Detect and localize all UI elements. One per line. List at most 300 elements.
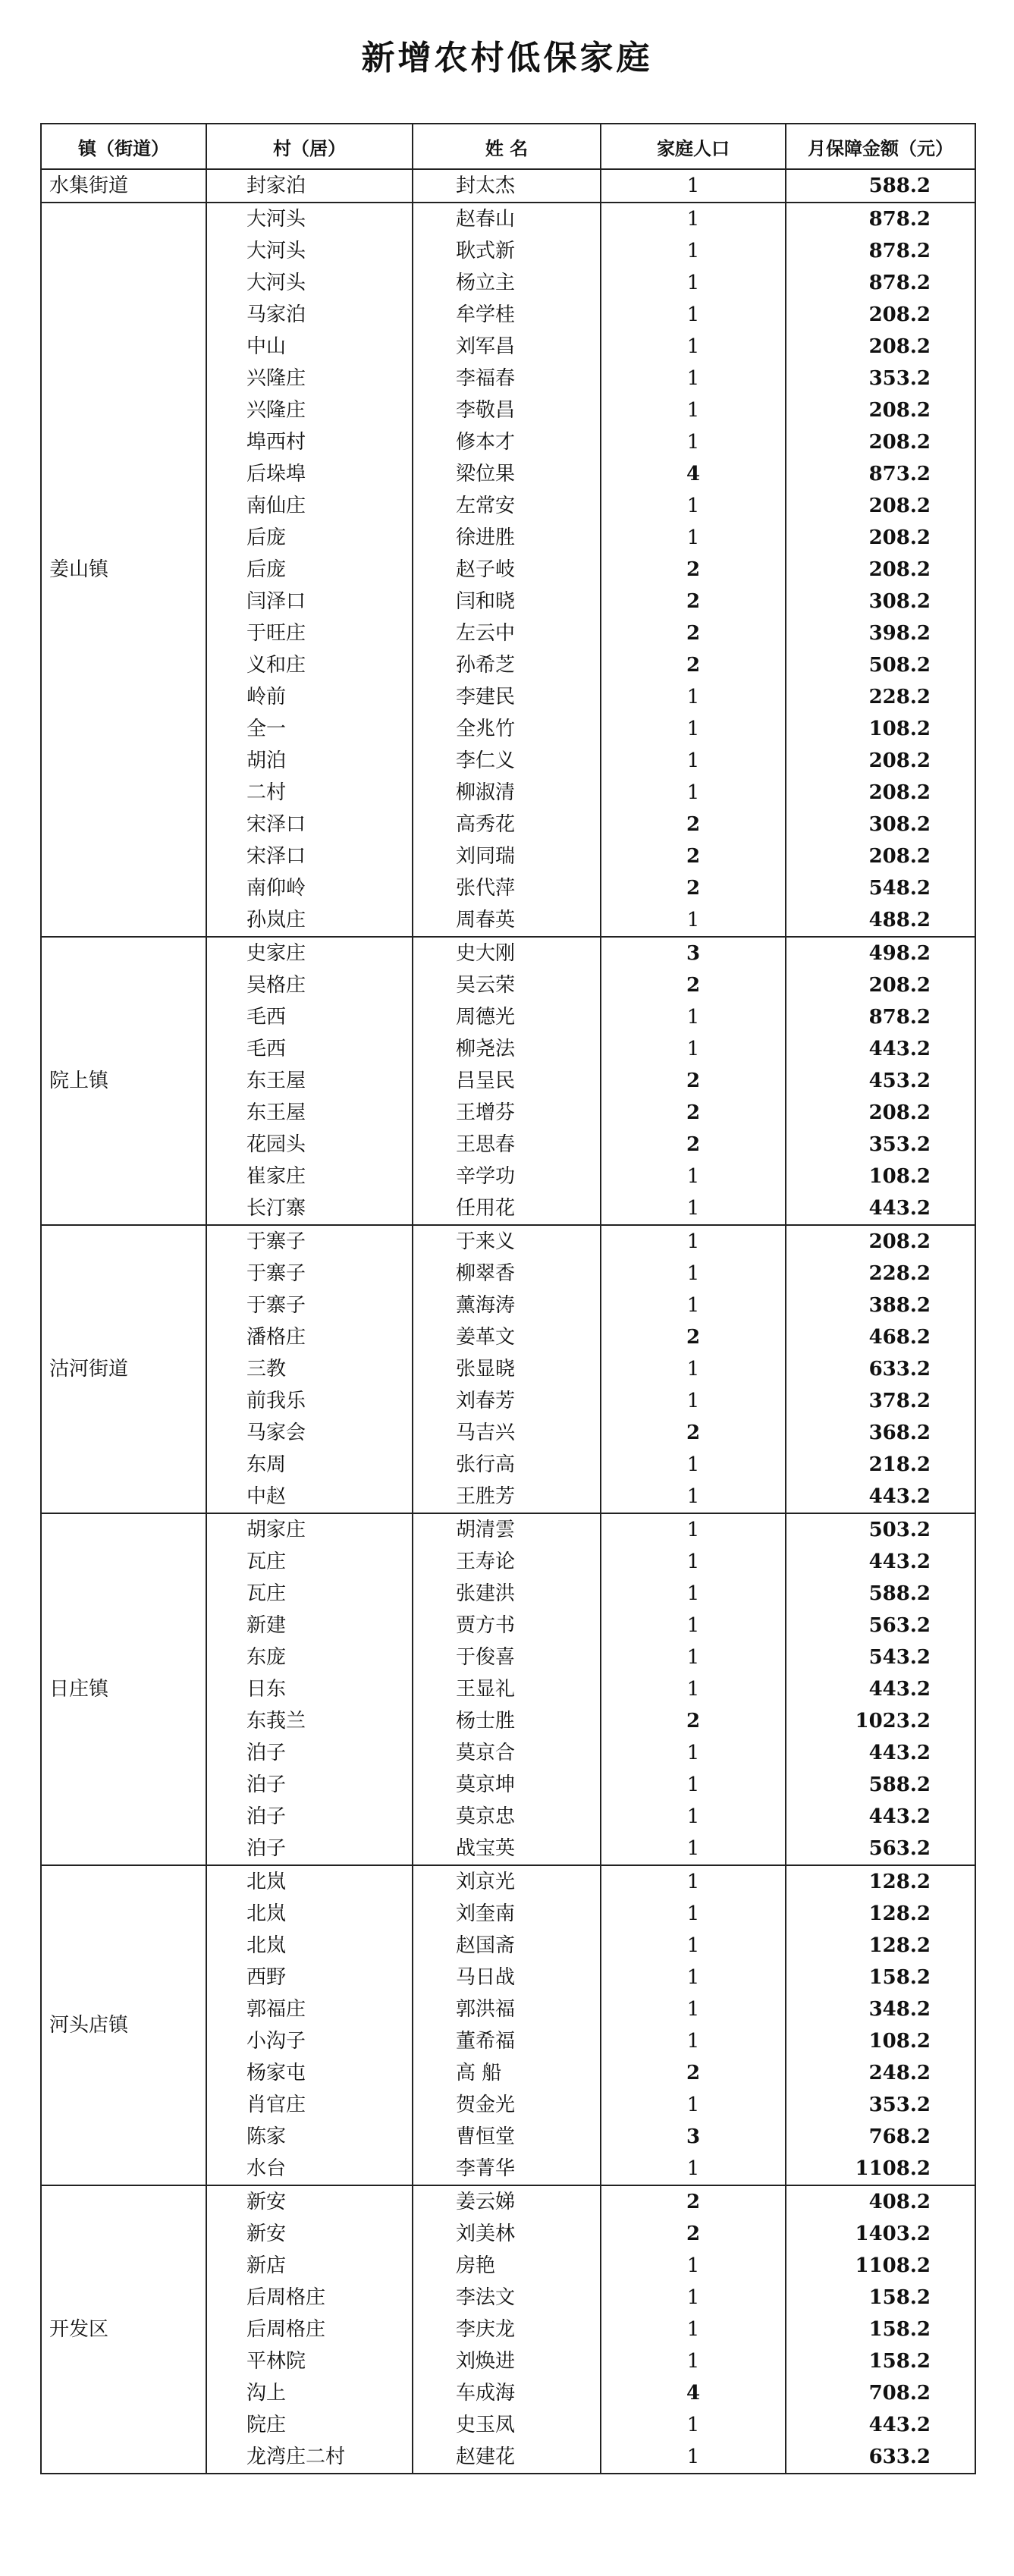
village-cell: 大河头 [206, 235, 413, 267]
population-cell: 1 [601, 426, 786, 458]
name-cell: 杨立主 [413, 267, 601, 299]
name-cell: 左云中 [413, 617, 601, 649]
population-cell: 1 [601, 1769, 786, 1801]
population-cell: 1 [601, 1001, 786, 1033]
village-cell: 三教 [206, 1353, 413, 1385]
table-row [41, 203, 975, 235]
population-cell: 1 [601, 1641, 786, 1673]
village-cell: 平林院 [206, 2345, 413, 2377]
name-cell: 柳尧法 [413, 1033, 601, 1065]
village-cell: 胡泊 [206, 745, 413, 777]
population-cell: 2 [601, 1321, 786, 1353]
name-cell: 车成海 [413, 2377, 601, 2409]
population-cell: 1 [601, 1962, 786, 1993]
population-cell: 3 [601, 937, 786, 969]
name-cell: 贺金光 [413, 2089, 601, 2121]
village-cell: 马家会 [206, 1417, 413, 1449]
population-cell: 1 [601, 1192, 786, 1225]
population-cell: 1 [601, 2153, 786, 2185]
village-cell: 兴隆庄 [206, 394, 413, 426]
population-cell: 1 [601, 1258, 786, 1290]
amount-cell: 878.2 [786, 267, 975, 299]
population-cell: 2 [601, 2218, 786, 2250]
amount-cell: 378.2 [786, 1385, 975, 1417]
name-cell: 姜革文 [413, 1321, 601, 1353]
amount-cell: 208.2 [786, 1225, 975, 1258]
village-cell: 龙湾庄二村 [206, 2441, 413, 2474]
amount-cell: 1403.2 [786, 2218, 975, 2250]
village-cell: 新店 [206, 2250, 413, 2282]
population-cell: 1 [601, 681, 786, 713]
amount-cell: 348.2 [786, 1993, 975, 2025]
amount-cell: 208.2 [786, 331, 975, 363]
name-cell: 刘同瑞 [413, 840, 601, 872]
village-cell: 瓦庄 [206, 1578, 413, 1610]
amount-cell: 508.2 [786, 649, 975, 681]
amount-cell: 158.2 [786, 1962, 975, 1993]
village-cell: 后垛埠 [206, 458, 413, 490]
village-cell: 小沟子 [206, 2025, 413, 2057]
header-population: 家庭人口 [601, 124, 786, 169]
population-cell: 1 [601, 299, 786, 331]
amount-cell: 388.2 [786, 1290, 975, 1321]
name-cell: 刘春芳 [413, 1385, 601, 1417]
amount-cell: 443.2 [786, 1673, 975, 1705]
amount-cell: 543.2 [786, 1641, 975, 1673]
amount-cell: 208.2 [786, 490, 975, 522]
name-cell: 闫和晓 [413, 586, 601, 617]
name-cell: 李菁华 [413, 2153, 601, 2185]
population-cell: 2 [601, 1097, 786, 1129]
population-cell: 2 [601, 554, 786, 586]
population-cell: 1 [601, 1481, 786, 1513]
name-cell: 郭洪福 [413, 1993, 601, 2025]
amount-cell: 368.2 [786, 1417, 975, 1449]
amount-cell: 158.2 [786, 2345, 975, 2377]
amount-cell: 308.2 [786, 586, 975, 617]
village-cell: 长汀寨 [206, 1192, 413, 1225]
name-cell: 张代萍 [413, 872, 601, 904]
amount-cell: 468.2 [786, 1321, 975, 1353]
name-cell: 胡清雲 [413, 1513, 601, 1546]
amount-cell: 398.2 [786, 617, 975, 649]
name-cell: 王增芬 [413, 1097, 601, 1129]
amount-cell: 218.2 [786, 1449, 975, 1481]
table-row [41, 1865, 975, 1898]
village-cell: 瓦庄 [206, 1546, 413, 1578]
amount-cell: 633.2 [786, 2441, 975, 2474]
name-cell: 全兆竹 [413, 713, 601, 745]
name-cell: 李建民 [413, 681, 601, 713]
population-cell: 1 [601, 2250, 786, 2282]
population-cell: 2 [601, 840, 786, 872]
table-row [41, 2185, 975, 2218]
table-row [41, 1225, 975, 1258]
village-cell: 史家庄 [206, 937, 413, 969]
population-cell: 2 [601, 1705, 786, 1737]
name-cell: 贾方书 [413, 1610, 601, 1641]
name-cell: 莫京坤 [413, 1769, 601, 1801]
amount-cell: 208.2 [786, 554, 975, 586]
village-cell: 后周格庄 [206, 2282, 413, 2314]
amount-cell: 353.2 [786, 363, 975, 394]
amount-cell: 878.2 [786, 203, 975, 235]
amount-cell: 1108.2 [786, 2250, 975, 2282]
population-cell: 2 [601, 617, 786, 649]
population-cell: 2 [601, 969, 786, 1001]
village-cell: 沟上 [206, 2377, 413, 2409]
header-amount: 月保障金额（元） [786, 124, 975, 169]
name-cell: 王显礼 [413, 1673, 601, 1705]
name-cell: 马日战 [413, 1962, 601, 1993]
town-cell: 开发区 [41, 2185, 206, 2474]
amount-cell: 228.2 [786, 681, 975, 713]
population-cell: 1 [601, 1673, 786, 1705]
village-cell: 于寨子 [206, 1225, 413, 1258]
amount-cell: 108.2 [786, 1161, 975, 1192]
village-cell: 中赵 [206, 1481, 413, 1513]
amount-cell: 588.2 [786, 169, 975, 203]
amount-cell: 158.2 [786, 2282, 975, 2314]
name-cell: 李敬昌 [413, 394, 601, 426]
village-cell: 二村 [206, 777, 413, 809]
name-cell: 牟学桂 [413, 299, 601, 331]
village-cell: 郭福庄 [206, 1993, 413, 2025]
population-cell: 3 [601, 2121, 786, 2153]
population-cell: 2 [601, 872, 786, 904]
table-row [41, 937, 975, 969]
amount-cell: 308.2 [786, 809, 975, 840]
population-cell: 1 [601, 1546, 786, 1578]
population-cell: 1 [601, 1513, 786, 1546]
population-cell: 4 [601, 458, 786, 490]
population-cell: 1 [601, 1930, 786, 1962]
village-cell: 东王屋 [206, 1097, 413, 1129]
town-cell: 姜山镇 [41, 203, 206, 937]
name-cell: 辛学功 [413, 1161, 601, 1192]
town-cell: 水集街道 [41, 169, 206, 203]
village-cell: 胡家庄 [206, 1513, 413, 1546]
header-village: 村（居） [206, 124, 413, 169]
amount-cell: 158.2 [786, 2314, 975, 2345]
village-cell: 后庞 [206, 522, 413, 554]
population-cell: 1 [601, 235, 786, 267]
village-cell: 日东 [206, 1673, 413, 1705]
amount-cell: 408.2 [786, 2185, 975, 2218]
population-cell: 1 [601, 1578, 786, 1610]
amount-cell: 768.2 [786, 2121, 975, 2153]
page-title: 新增农村低保家庭 [361, 39, 653, 77]
population-cell: 1 [601, 2025, 786, 2057]
population-cell: 1 [601, 1737, 786, 1769]
population-cell: 1 [601, 1610, 786, 1641]
amount-cell: 208.2 [786, 1097, 975, 1129]
village-cell: 院庄 [206, 2409, 413, 2441]
recipients-table [40, 123, 976, 2474]
name-cell: 董希福 [413, 2025, 601, 2057]
village-cell: 东周 [206, 1449, 413, 1481]
name-cell: 刘焕进 [413, 2345, 601, 2377]
name-cell: 房艳 [413, 2250, 601, 2282]
name-cell: 吴云荣 [413, 969, 601, 1001]
population-cell: 1 [601, 904, 786, 937]
population-cell: 1 [601, 1033, 786, 1065]
village-cell: 大河头 [206, 267, 413, 299]
population-cell: 2 [601, 1417, 786, 1449]
village-cell: 于旺庄 [206, 617, 413, 649]
town-cell: 日庄镇 [41, 1513, 206, 1865]
amount-cell: 1108.2 [786, 2153, 975, 2185]
population-cell: 1 [601, 1801, 786, 1833]
amount-cell: 208.2 [786, 777, 975, 809]
name-cell: 修本才 [413, 426, 601, 458]
population-cell: 1 [601, 745, 786, 777]
name-cell: 战宝英 [413, 1833, 601, 1865]
name-cell: 柳翠香 [413, 1258, 601, 1290]
header-name: 姓 名 [413, 124, 601, 169]
amount-cell: 633.2 [786, 1353, 975, 1385]
amount-cell: 208.2 [786, 969, 975, 1001]
amount-cell: 1023.2 [786, 1705, 975, 1737]
amount-cell: 548.2 [786, 872, 975, 904]
village-cell: 崔家庄 [206, 1161, 413, 1192]
village-cell: 花园头 [206, 1129, 413, 1161]
amount-cell: 453.2 [786, 1065, 975, 1097]
village-cell: 东王屋 [206, 1065, 413, 1097]
population-cell: 2 [601, 649, 786, 681]
name-cell: 李庆龙 [413, 2314, 601, 2345]
village-cell: 泊子 [206, 1737, 413, 1769]
amount-cell: 443.2 [786, 1801, 975, 1833]
village-cell: 西野 [206, 1962, 413, 1993]
village-cell: 宋泽口 [206, 840, 413, 872]
name-cell: 封太杰 [413, 169, 601, 203]
name-cell: 史玉凤 [413, 2409, 601, 2441]
village-cell: 后周格庄 [206, 2314, 413, 2345]
amount-cell: 128.2 [786, 1898, 975, 1930]
population-cell: 2 [601, 2057, 786, 2089]
amount-cell: 208.2 [786, 299, 975, 331]
village-cell: 兴隆庄 [206, 363, 413, 394]
name-cell: 刘军昌 [413, 331, 601, 363]
village-cell: 于寨子 [206, 1290, 413, 1321]
population-cell: 1 [601, 1290, 786, 1321]
population-cell: 2 [601, 1065, 786, 1097]
amount-cell: 708.2 [786, 2377, 975, 2409]
name-cell: 高 船 [413, 2057, 601, 2089]
amount-cell: 488.2 [786, 904, 975, 937]
amount-cell: 108.2 [786, 2025, 975, 2057]
population-cell: 1 [601, 777, 786, 809]
village-cell: 陈家 [206, 2121, 413, 2153]
name-cell: 莫京忠 [413, 1801, 601, 1833]
amount-cell: 503.2 [786, 1513, 975, 1546]
name-cell: 柳淑清 [413, 777, 601, 809]
name-cell: 张行高 [413, 1449, 601, 1481]
name-cell: 李福春 [413, 363, 601, 394]
village-cell: 南仰岭 [206, 872, 413, 904]
name-cell: 赵国斋 [413, 1930, 601, 1962]
amount-cell: 878.2 [786, 235, 975, 267]
population-cell: 2 [601, 2185, 786, 2218]
population-cell: 1 [601, 1225, 786, 1258]
name-cell: 姜云娣 [413, 2185, 601, 2218]
population-cell: 1 [601, 1898, 786, 1930]
amount-cell: 228.2 [786, 1258, 975, 1290]
name-cell: 王思春 [413, 1129, 601, 1161]
population-cell: 1 [601, 2409, 786, 2441]
village-cell: 新建 [206, 1610, 413, 1641]
village-cell: 孙岚庄 [206, 904, 413, 937]
amount-cell: 208.2 [786, 745, 975, 777]
name-cell: 于来义 [413, 1225, 601, 1258]
town-cell: 院上镇 [41, 937, 206, 1225]
name-cell: 周春英 [413, 904, 601, 937]
town-cell: 河头店镇 [41, 1865, 206, 2185]
population-cell: 2 [601, 1129, 786, 1161]
village-cell: 马家泊 [206, 299, 413, 331]
name-cell: 任用花 [413, 1192, 601, 1225]
name-cell: 曹恒堂 [413, 2121, 601, 2153]
population-cell: 4 [601, 2377, 786, 2409]
amount-cell: 128.2 [786, 1865, 975, 1898]
population-cell: 2 [601, 809, 786, 840]
table-body [41, 169, 975, 2474]
village-cell: 埠西村 [206, 426, 413, 458]
amount-cell: 878.2 [786, 1001, 975, 1033]
population-cell: 1 [601, 713, 786, 745]
population-cell: 1 [601, 1993, 786, 2025]
population-cell: 1 [601, 1353, 786, 1385]
village-cell: 泊子 [206, 1833, 413, 1865]
amount-cell: 208.2 [786, 426, 975, 458]
village-cell: 泊子 [206, 1769, 413, 1801]
name-cell: 王胜芳 [413, 1481, 601, 1513]
village-cell: 新安 [206, 2218, 413, 2250]
name-cell: 刘美林 [413, 2218, 601, 2250]
village-cell: 中山 [206, 331, 413, 363]
population-cell: 1 [601, 1385, 786, 1417]
name-cell: 刘奎南 [413, 1898, 601, 1930]
name-cell: 于俊喜 [413, 1641, 601, 1673]
name-cell: 马吉兴 [413, 1417, 601, 1449]
village-cell: 后庞 [206, 554, 413, 586]
population-cell: 1 [601, 1865, 786, 1898]
village-cell: 封家泊 [206, 169, 413, 203]
name-cell: 孙希芝 [413, 649, 601, 681]
amount-cell: 873.2 [786, 458, 975, 490]
village-cell: 潘格庄 [206, 1321, 413, 1353]
population-cell: 1 [601, 2314, 786, 2345]
amount-cell: 443.2 [786, 2409, 975, 2441]
population-cell: 1 [601, 1161, 786, 1192]
amount-cell: 353.2 [786, 1129, 975, 1161]
population-cell: 1 [601, 2089, 786, 2121]
amount-cell: 443.2 [786, 1737, 975, 1769]
amount-cell: 208.2 [786, 840, 975, 872]
village-cell: 毛西 [206, 1001, 413, 1033]
population-cell: 1 [601, 522, 786, 554]
name-cell: 赵春山 [413, 203, 601, 235]
name-cell: 李法文 [413, 2282, 601, 2314]
population-cell: 1 [601, 2282, 786, 2314]
village-cell: 毛西 [206, 1033, 413, 1065]
population-cell: 1 [601, 363, 786, 394]
header-town: 镇（街道） [41, 124, 206, 169]
village-cell: 东庞 [206, 1641, 413, 1673]
amount-cell: 208.2 [786, 394, 975, 426]
population-cell: 1 [601, 169, 786, 203]
village-cell: 北岚 [206, 1930, 413, 1962]
name-cell: 徐进胜 [413, 522, 601, 554]
name-cell: 左常安 [413, 490, 601, 522]
amount-cell: 248.2 [786, 2057, 975, 2089]
village-cell: 北岚 [206, 1865, 413, 1898]
name-cell: 史大刚 [413, 937, 601, 969]
village-cell: 岭前 [206, 681, 413, 713]
name-cell: 周德光 [413, 1001, 601, 1033]
village-cell: 吴格庄 [206, 969, 413, 1001]
name-cell: 薰海涛 [413, 1290, 601, 1321]
name-cell: 赵子岐 [413, 554, 601, 586]
name-cell: 张显晓 [413, 1353, 601, 1385]
name-cell: 杨士胜 [413, 1705, 601, 1737]
population-cell: 1 [601, 203, 786, 235]
name-cell: 高秀花 [413, 809, 601, 840]
village-cell: 肖官庄 [206, 2089, 413, 2121]
population-cell: 1 [601, 394, 786, 426]
amount-cell: 353.2 [786, 2089, 975, 2121]
name-cell: 李仁义 [413, 745, 601, 777]
amount-cell: 563.2 [786, 1833, 975, 1865]
population-cell: 1 [601, 2345, 786, 2377]
village-cell: 全一 [206, 713, 413, 745]
village-cell: 大河头 [206, 203, 413, 235]
name-cell: 莫京合 [413, 1737, 601, 1769]
amount-cell: 443.2 [786, 1033, 975, 1065]
village-cell: 宋泽口 [206, 809, 413, 840]
village-cell: 北岚 [206, 1898, 413, 1930]
population-cell: 2 [601, 586, 786, 617]
table-header-row [41, 124, 975, 169]
village-cell: 水台 [206, 2153, 413, 2185]
population-cell: 1 [601, 267, 786, 299]
amount-cell: 563.2 [786, 1610, 975, 1641]
village-cell: 泊子 [206, 1801, 413, 1833]
village-cell: 义和庄 [206, 649, 413, 681]
village-cell: 新安 [206, 2185, 413, 2218]
amount-cell: 108.2 [786, 713, 975, 745]
population-cell: 1 [601, 1449, 786, 1481]
amount-cell: 498.2 [786, 937, 975, 969]
name-cell: 张建洪 [413, 1578, 601, 1610]
name-cell: 吕呈民 [413, 1065, 601, 1097]
name-cell: 王寿论 [413, 1546, 601, 1578]
name-cell: 赵建花 [413, 2441, 601, 2474]
town-cell: 沽河街道 [41, 1225, 206, 1513]
amount-cell: 443.2 [786, 1481, 975, 1513]
amount-cell: 443.2 [786, 1546, 975, 1578]
name-cell: 梁位果 [413, 458, 601, 490]
table-row [41, 169, 975, 203]
name-cell: 耿式新 [413, 235, 601, 267]
village-cell: 南仙庄 [206, 490, 413, 522]
population-cell: 1 [601, 331, 786, 363]
village-cell: 前我乐 [206, 1385, 413, 1417]
amount-cell: 443.2 [786, 1192, 975, 1225]
table-row [41, 1513, 975, 1546]
name-cell: 刘京光 [413, 1865, 601, 1898]
